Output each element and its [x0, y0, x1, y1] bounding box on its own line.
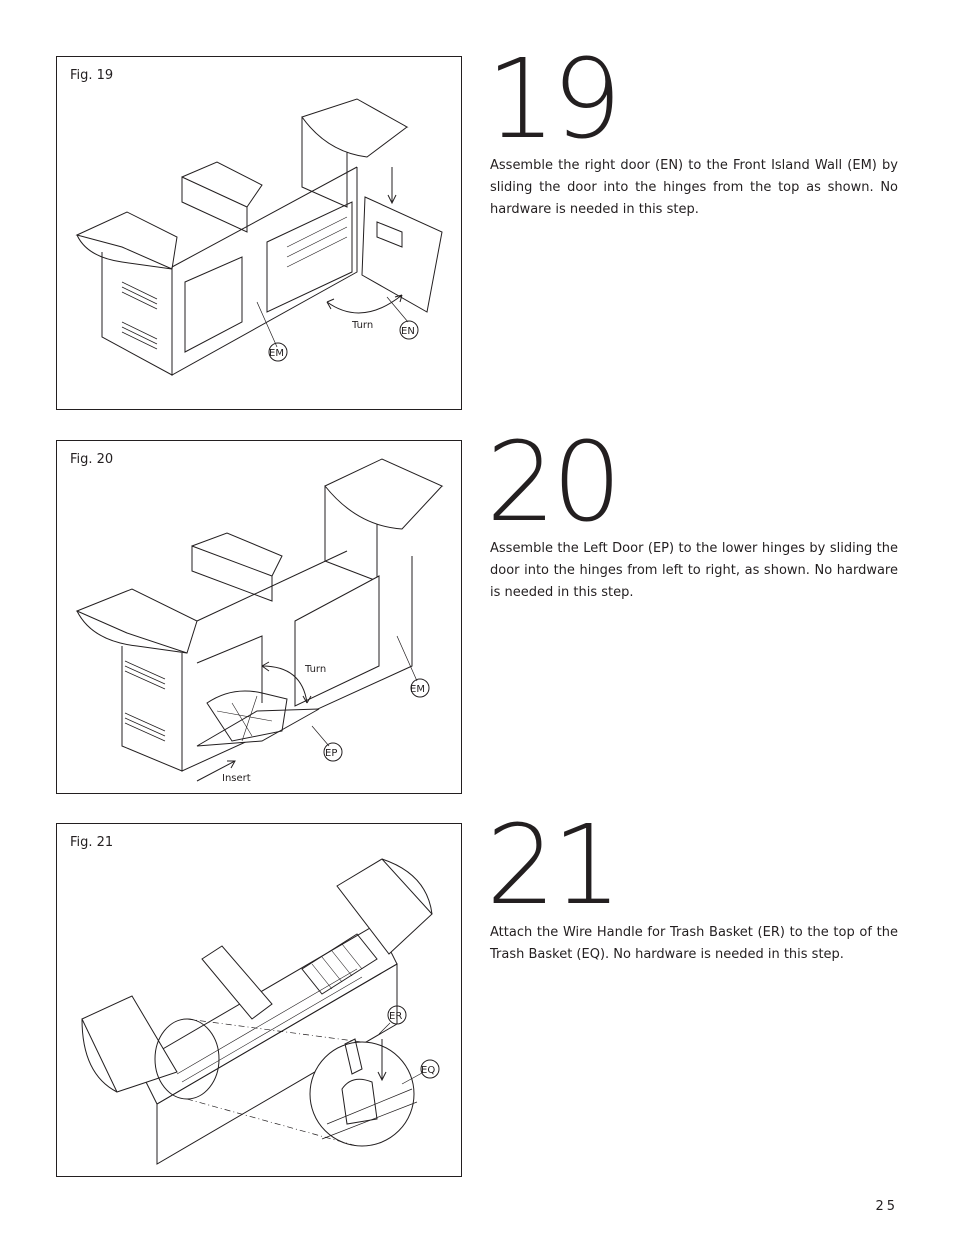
figure-label: Fig. 19	[70, 68, 114, 83]
callout-insert: Insert	[222, 773, 251, 784]
figure-21	[56, 823, 462, 1177]
step-number: 20	[486, 418, 618, 546]
step-instruction: Assemble the right door (EN) to the Front Island Wall (EM) by sliding the door into the hinges from the top as shown. No hardware is needed in this step.	[490, 158, 898, 217]
callout-er: ER	[389, 1011, 403, 1022]
figure-label: Fig. 20	[70, 452, 114, 467]
callout-em: EM	[269, 348, 284, 359]
callout-turn: Turn	[305, 664, 327, 675]
callout-em: EM	[410, 684, 425, 695]
step-instruction: Assemble the Left Door (EP) to the lower hinges by sliding the door into the hinges from left to right, as shown. No hardware is needed in this step.	[490, 541, 898, 600]
page-number: 25	[875, 1199, 898, 1214]
callout-ep: EP	[325, 748, 338, 759]
callout-eq: EQ	[421, 1065, 436, 1076]
island-door-illustration	[57, 57, 463, 411]
figure-label: Fig. 21	[70, 835, 114, 850]
figure-20	[56, 440, 462, 794]
step-instruction: Attach the Wire Handle for Trash Basket (ER) to the top of the Trash Basket (EQ). No hardware is needed in this step.	[490, 925, 898, 962]
callout-en: EN	[401, 326, 415, 337]
callout-turn: Turn	[352, 320, 374, 331]
step-number: 21	[486, 801, 618, 929]
figure-19	[56, 56, 462, 410]
trash-basket-illustration	[57, 824, 463, 1178]
step-number: 19	[486, 35, 618, 163]
island-door-illustration	[57, 441, 463, 795]
